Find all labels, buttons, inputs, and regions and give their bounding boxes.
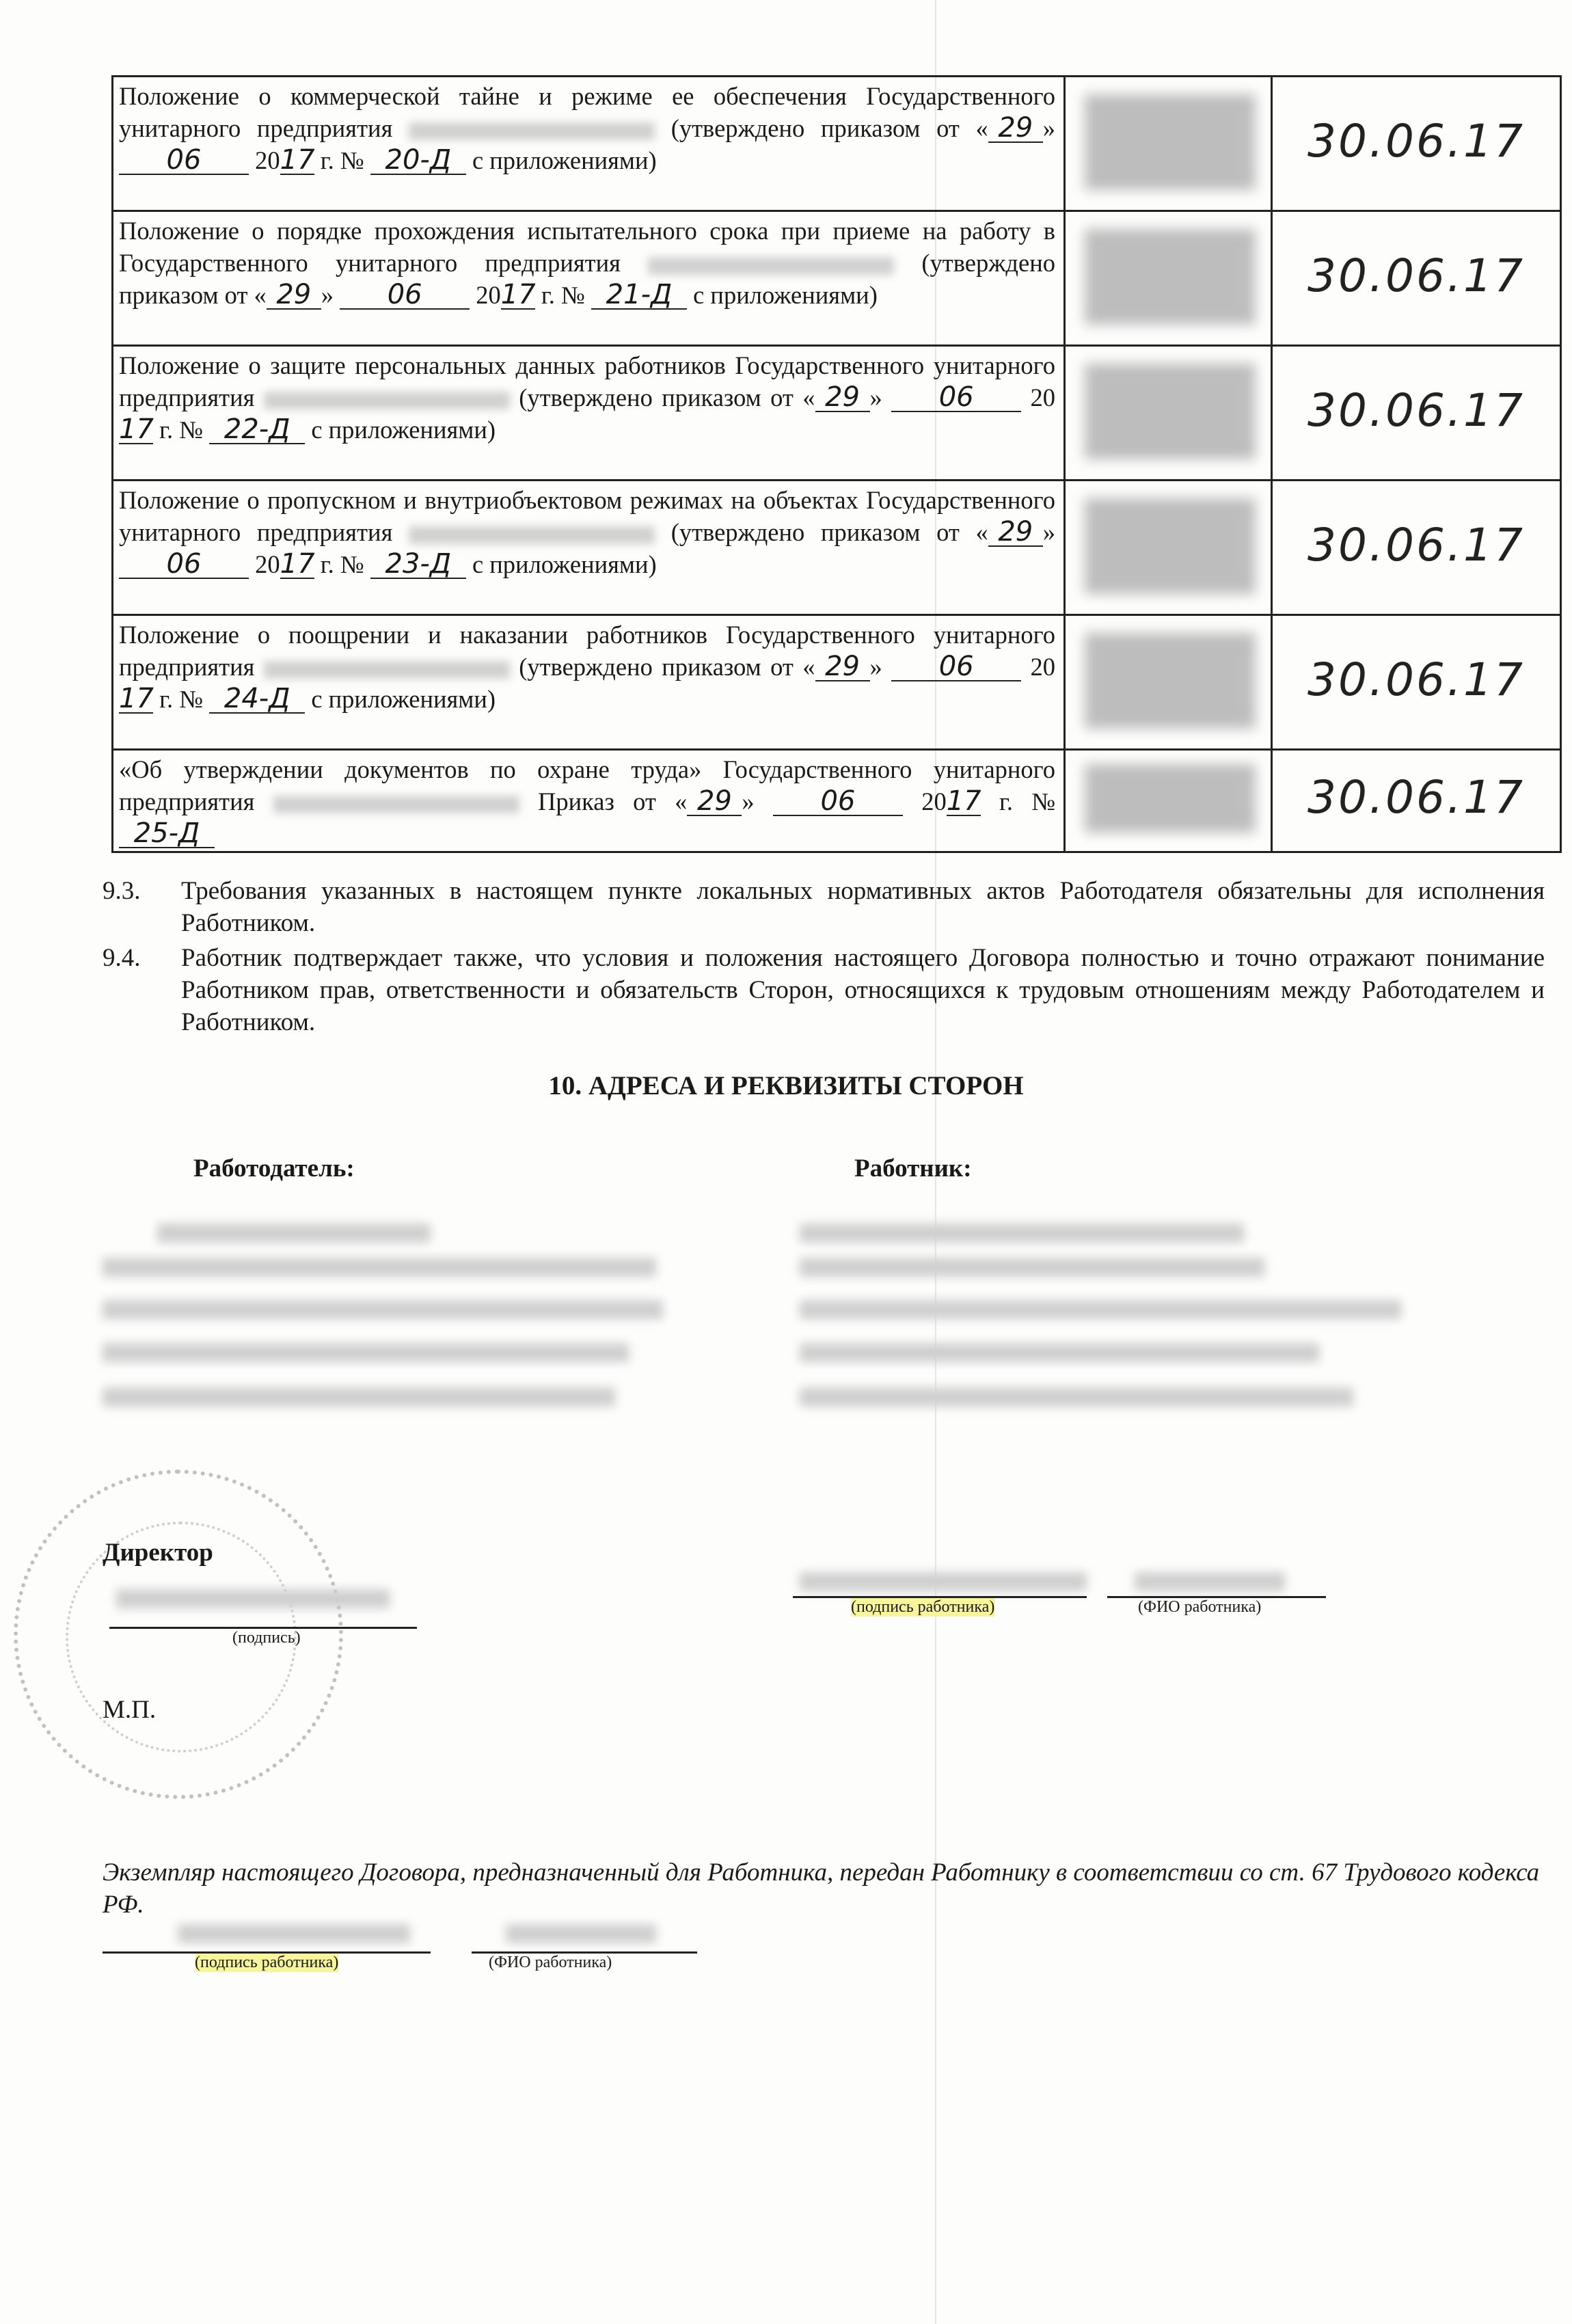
- redacted-org-name: [648, 257, 894, 275]
- note-sign-caption: (подпись работника): [195, 1954, 339, 1971]
- document-description: [113, 750, 1065, 852]
- order-suffix: с приложениями): [472, 550, 657, 578]
- clause-number: 9.4.: [103, 944, 141, 972]
- order-century: 20: [921, 787, 947, 815]
- clause-9-3: [103, 875, 1545, 939]
- section-title: 10. АДРЕСА И РЕКВИЗИТЫ СТОРОН: [548, 1071, 1024, 1100]
- acknowledgement-signature-cell: [1065, 615, 1272, 750]
- acknowledgement-date-cell: [1272, 615, 1561, 750]
- order-number: 23-Д: [370, 550, 466, 579]
- order-century: 20: [1030, 383, 1056, 411]
- document-description: [113, 346, 1065, 481]
- order-number-label: г. №: [159, 685, 204, 713]
- redacted-org-name: [409, 122, 655, 140]
- table-row: [113, 211, 1561, 346]
- acknowledgement-signature-cell: [1065, 750, 1272, 852]
- redacted-org-name: [273, 796, 519, 813]
- order-quote: »: [321, 281, 334, 309]
- order-year: 17: [946, 785, 981, 817]
- order-number-label: г. №: [999, 787, 1056, 815]
- order-month: 06: [340, 281, 470, 310]
- redacted-signature: [1085, 498, 1256, 594]
- document-description: [113, 211, 1065, 346]
- order-number: 25-Д: [119, 820, 215, 848]
- order-suffix: с приложениями): [311, 685, 496, 713]
- order-number-label: г. №: [541, 281, 585, 309]
- order-number-label: г. №: [320, 146, 364, 174]
- order-century: 20: [255, 146, 280, 174]
- order-day: 29: [815, 383, 870, 412]
- document-description: [113, 481, 1065, 615]
- redacted-signature: [1085, 364, 1256, 459]
- order-year: 17: [119, 414, 154, 445]
- order-day: 29: [988, 518, 1043, 547]
- order-prefix: (утверждено приказом от «: [519, 653, 815, 681]
- order-number-label: г. №: [159, 416, 204, 444]
- order-day: 29: [815, 653, 870, 681]
- document-title: Положение о пропускном и внутриобъектовом режимах на объектах Государственного унитарного предприятия: [119, 486, 1055, 546]
- order-month: 06: [773, 787, 903, 816]
- document-title: Положение о коммерческой тайне и режиме ее обеспечения Государственного унитарного предприятия: [119, 82, 1055, 142]
- copy-received-note: Экземпляр настоящего Договора, предназначенный для Работника, передан Работнику в соответствии со ст. 67 Трудового кодекса РФ.: [103, 1859, 1540, 1919]
- order-suffix: с приложениями): [472, 146, 657, 174]
- document-title: Положение о защите персональных данных работников Государственного унитарного предприятия: [119, 351, 1055, 411]
- redacted-org-name: [264, 661, 510, 679]
- director-name-redacted: [116, 1589, 390, 1608]
- acknowledgement-date: 30.06.17: [1307, 519, 1525, 571]
- document-title: Положение о порядке прохождения испытательного срока при приеме на работу в Государственного унитарного предприятия: [119, 217, 1055, 277]
- acknowledgement-signature-cell: [1065, 481, 1272, 615]
- note-name-caption: (ФИО работника): [489, 1954, 612, 1971]
- employee-name-redacted: [1135, 1572, 1285, 1591]
- employer-label: Работодатель:: [193, 1154, 355, 1183]
- order-quote: »: [869, 653, 882, 681]
- order-year: 17: [119, 683, 154, 714]
- order-quote: »: [869, 383, 882, 411]
- order-number: 24-Д: [209, 685, 305, 714]
- acknowledgement-signature-cell: [1065, 211, 1272, 346]
- table-row: [113, 750, 1561, 852]
- order-year: 17: [280, 144, 315, 176]
- clause-text: Требования указанных в настоящем пункте локальных нормативных актов Работодателя обязательны для исполнения Работником.: [181, 877, 1545, 937]
- acknowledgement-date-cell: [1272, 346, 1561, 481]
- clause-text: Работник подтверждает также, что условия и положения настоящего Договора полностью и точно отражают понимание Работником прав, ответственности и обязательств Сторон, относящихся к трудовым отношениям между Работодателем и Работником.: [181, 944, 1545, 1036]
- local-acts-table: [111, 75, 1562, 853]
- clause-number: 9.3.: [103, 877, 141, 905]
- acknowledgement-date: 30.06.17: [1307, 249, 1525, 302]
- stamp-place-label: М.П.: [103, 1696, 157, 1724]
- table-row: [113, 481, 1561, 615]
- order-month: 06: [119, 146, 249, 175]
- acknowledgement-date-cell: [1272, 77, 1561, 211]
- acknowledgement-date: 30.06.17: [1307, 115, 1525, 167]
- document-title: «Об утверждении документов по охране труда» Государственного унитарного предприятия: [119, 755, 1055, 815]
- redacted-signature: [1085, 633, 1256, 729]
- document-description: [113, 77, 1065, 211]
- order-prefix: (утверждено приказом от «: [670, 114, 988, 142]
- document-title: Положение о поощрении и наказании работников Государственного унитарного предприятия: [119, 621, 1055, 681]
- order-year: 17: [500, 279, 536, 310]
- director-sign-caption: (подпись): [232, 1629, 301, 1647]
- order-prefix: (утверждено приказом от «: [119, 249, 1055, 309]
- acknowledgement-date: 30.06.17: [1307, 384, 1525, 437]
- note-name-redacted: [506, 1924, 656, 1943]
- order-prefix: (утверждено приказом от «: [670, 518, 988, 546]
- order-century: 20: [255, 550, 280, 578]
- table-row: [113, 346, 1561, 481]
- table-row: [113, 77, 1561, 211]
- order-suffix: с приложениями): [311, 416, 496, 444]
- acknowledgement-date-cell: [1272, 211, 1561, 346]
- acknowledgement-date: 30.06.17: [1307, 653, 1525, 706]
- acknowledgement-date-cell: [1272, 750, 1561, 852]
- employee-signature-redacted: [800, 1572, 1087, 1591]
- order-month: 06: [891, 653, 1021, 681]
- order-suffix: с приложениями): [693, 281, 878, 309]
- order-number: 20-Д: [370, 146, 466, 175]
- order-number: 22-Д: [209, 416, 305, 444]
- order-century: 20: [1030, 653, 1056, 681]
- order-prefix: Приказ от «: [537, 787, 688, 815]
- order-century: 20: [476, 281, 501, 309]
- redacted-signature: [1085, 764, 1256, 833]
- document-description: [113, 615, 1065, 750]
- employee-name-caption: (ФИО работника): [1138, 1598, 1262, 1616]
- director-label: Директор: [103, 1539, 213, 1567]
- table-row: [113, 615, 1561, 750]
- order-year: 17: [280, 548, 315, 580]
- acknowledgement-date: 30.06.17: [1307, 771, 1525, 824]
- redacted-signature: [1085, 229, 1256, 325]
- order-number-label: г. №: [320, 550, 364, 578]
- order-day: 29: [687, 787, 742, 816]
- order-day: 29: [267, 281, 321, 310]
- order-month: 06: [119, 550, 249, 579]
- acknowledgement-signature-cell: [1065, 77, 1272, 211]
- clause-9-4: [103, 942, 1545, 1038]
- order-prefix: (утверждено приказом от «: [519, 383, 815, 411]
- redacted-signature: [1085, 94, 1256, 190]
- order-month: 06: [891, 383, 1021, 412]
- redacted-org-name: [409, 526, 655, 544]
- employee-sign-caption: (подпись работника): [851, 1598, 995, 1616]
- order-day: 29: [988, 114, 1043, 143]
- order-quote: »: [1042, 518, 1056, 546]
- acknowledgement-date-cell: [1272, 481, 1561, 615]
- order-quote: »: [742, 787, 755, 815]
- acknowledgement-signature-cell: [1065, 346, 1272, 481]
- order-number: 21-Д: [591, 281, 687, 310]
- redacted-org-name: [264, 392, 510, 409]
- note-signature-redacted: [178, 1924, 410, 1943]
- order-quote: »: [1042, 114, 1056, 142]
- employee-label: Работник:: [854, 1154, 972, 1183]
